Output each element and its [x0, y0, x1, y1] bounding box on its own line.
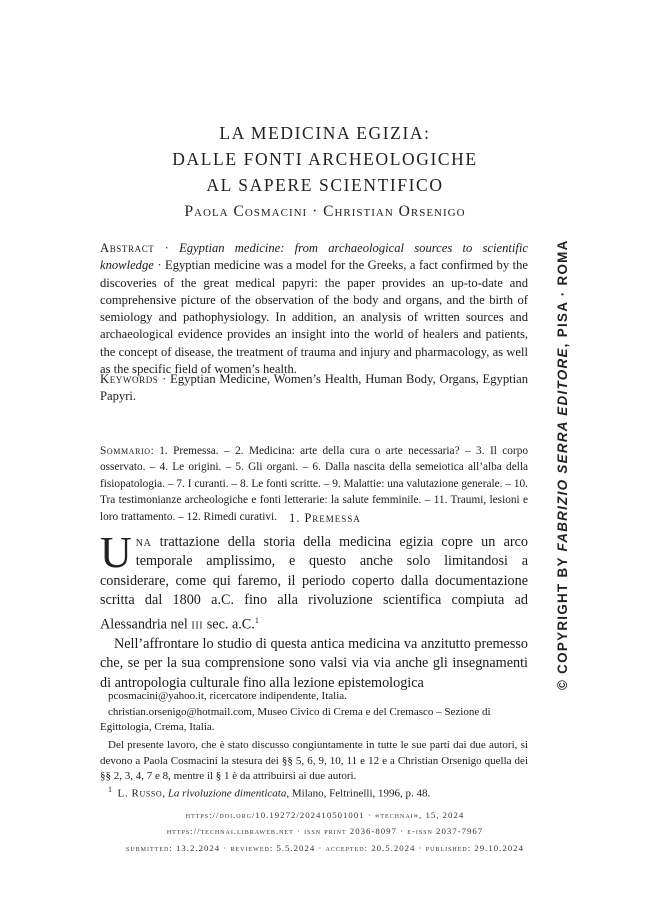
dates-line: submitted: 13.2.2024 · reviewed: 5.5.2024 · accepted: 20.5.2024 · published: 29.10.2024: [126, 843, 524, 853]
copyright-publisher: FABRIZIO SERRA EDITORE: [555, 347, 570, 552]
paragraph-1: [100, 528, 528, 635]
first-word-smallcaps: na: [135, 534, 152, 550]
abstract-sep-2: ·: [153, 258, 165, 273]
abstract: [100, 240, 528, 378]
copyright-suffix: , PISA · ROMA: [555, 239, 570, 348]
title-line-1: LA MEDICINA EGIZIA:: [219, 123, 431, 143]
summary-text: : 1. Premessa. – 2. Medicina: arte della cura o arte necessaria? – 3. Il corpo osservato. – 4. Le origini. – 5. Gli organi. – 6. Dalla nascita della semeiotica all’alba della fisiopatologia. – 7. I curanti. – 8. Le fonti scritte. – 9. Malattie: una valutazione generale. – 10. Tra testimonianze archeologiche e fonti letterarie: la salute femminile. – 11. Traumi, lesioni e loro trattamento. – 12. Rimedi curativi.: [100, 445, 528, 523]
email-2: christian.orsenigo@hotmail.com, Museo Civico di Crema e del Cremasco – Sezione di Egittologia, Crema, Italia.: [100, 705, 491, 734]
footnote-1-sep: ,: [162, 787, 168, 800]
keywords-sep: ·: [158, 372, 171, 386]
copyright-vertical-text: [555, 190, 577, 690]
drop-cap: U: [100, 528, 132, 577]
title-line-2: DALLE FONTI ARCHEOLOGICHE: [172, 149, 478, 169]
keywords-text: Egyptian Medicine, Women’s Health, Human Body, Organs, Egyptian Papyri.: [100, 372, 529, 404]
keywords-label: Keywords: [100, 372, 159, 386]
paragraph-1-text: trattazione della storia della medicina egizia copre un arco temporale amplissimo, e questo anche solo limitandosi a considerare, come qui faremo, il periodo coperto dalla documentazione scritta dal 1800 a.C. fino alla rivoluzione scientifica compiuta ad Alessandria nel: [100, 534, 528, 633]
article-title: [0, 120, 650, 198]
abstract-sep: ·: [154, 241, 180, 255]
footnote-1-rest: , Milano, Feltrinelli, 1996, p. 48.: [286, 787, 431, 800]
keywords: [100, 371, 528, 406]
main-text: [100, 528, 528, 693]
abstract-text: Egyptian medicine was a model for the Greeks, a fact confirmed by the discoveries of the great medical papyri: the paper provides an up-to-date and comprehensive picture of the observation of the body and organs, and the birth of semiology and pathophysiology. In addition, an analysis of written sources and archaeological evidence provides an insight into the world of healers and patients, the concept of disease, the treatment of trauma and injury and pharmacology, as well as the specific field of women’s health.: [100, 258, 528, 377]
abstract-italic-title: Egyptian medicine: from archaeological sources to scientific knowledge: [100, 241, 528, 273]
article-authors: Paola Cosmacini · Christian Orsenigo: [184, 203, 466, 220]
title-line-3: AL SAPERE SCIENTIFICO: [206, 175, 444, 195]
copyright-prefix: © COPYRIGHT BY: [555, 551, 570, 690]
doi-line[interactable]: https://doi.org/10.19272/202410501001 · «technai», 15, 2024: [185, 810, 465, 820]
section-heading: 1. Premessa: [289, 511, 361, 525]
author-emails: [100, 689, 528, 736]
century-numeral: iii: [191, 616, 204, 633]
abstract-label: Abstract: [100, 241, 155, 255]
footnote-1: [100, 782, 528, 802]
email-1: pcosmacini@yahoo.it, ricercatore indipendente, Italia.: [108, 690, 347, 702]
footnote-ref-1[interactable]: 1: [254, 615, 259, 625]
authorship-note: Del presente lavoro, che è stato discusso congiuntamente in tutte le sue parti dai due autori, si devono a Paola Cosmacini la stesura dei §§ 5, 6, 9, 10, 11 e 12 e a Christian Orsenigo quella dei §§ 2, 3, 4, 7 e 8, mentre il § 1 è da attribuirsi ai due autori.: [100, 739, 528, 783]
paragraph-2: Nell’affrontare lo studio di questa antica medicina va anzitutto premesso che, se per la sua comprensione sono valsi via via anche gli insegnamenti di antropologia culturale fino alla lezione epistemologica: [100, 635, 528, 691]
paragraph-1-end: sec. a.C.: [203, 616, 255, 633]
footnote-1-title: La rivoluzione dimenticata: [167, 787, 287, 800]
journal-url-issn-line[interactable]: https://technai.libraweb.net · issn print 2036-8097 · e-issn 2037-7967: [166, 826, 484, 836]
summary-label: Sommario: [100, 445, 151, 457]
footnote-1-number: 1: [108, 785, 112, 794]
footnote-1-author: L. Russo: [117, 787, 163, 800]
